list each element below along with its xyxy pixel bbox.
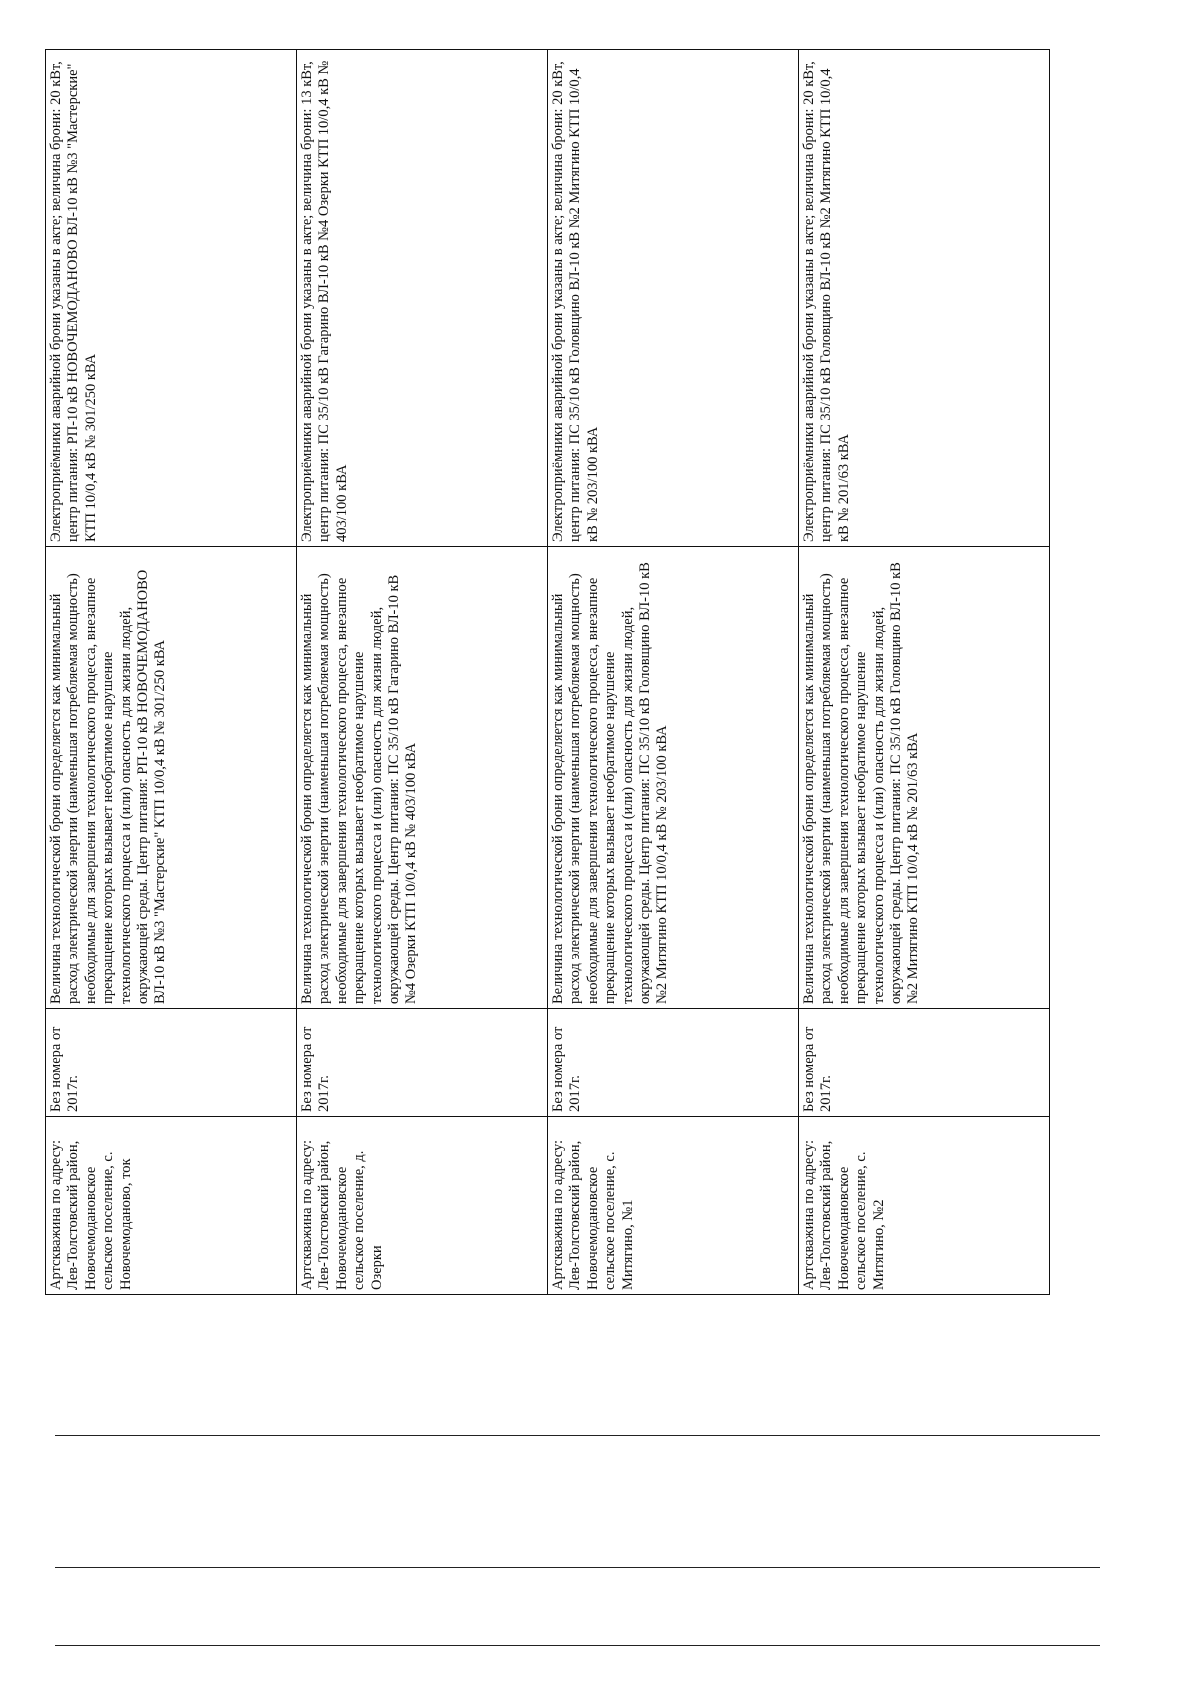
- table-row: [46, 50, 297, 1295]
- emergency-reserve-cell: Электроприёмники аварийной брони указаны в акте; величина брони: 20 кВт, центр питания: РП-10 кВ НОВОЧЕМОДАНОВО ВЛ-10 кВ №3 "Мастерские" КТП 10/0,4 кВ № 301/250 кВА: [46, 50, 297, 547]
- object-cell: Артскважина по адресу: Лев-Толстовский район, Новочемодановское сельское поселение, с. Митягино, №1: [548, 1117, 799, 1295]
- power-reserve-table: [45, 49, 1050, 1295]
- horizontal-rule: [55, 1567, 1100, 1568]
- horizontal-rule: [55, 1435, 1100, 1436]
- table-row: [548, 50, 799, 1295]
- emergency-reserve-cell: Электроприёмники аварийной брони указаны в акте; величина брони: 20 кВт, центр питания: ПС 35/10 кВ Головщино ВЛ-10 кВ №2 Митягино КТП 10/0,4 кВ № 203/100 кВА: [548, 50, 799, 547]
- act-cell: Без номера от 2017г.: [799, 1009, 1050, 1117]
- tech-reserve-cell: Величина технологической брони определяется как минимальный расход электрической энергии (наименьшая потребляемая мощность) необходимые для завершения технологического процесса, внезапное прекращение которых вызывает необратимое нарушение технологического процесса и (или) опасность для жизни людей, окружающей среды. Центр питания: ПС 35/10 кВ Головщино ВЛ-10 кВ №2 Митягино КТП 10/0,4 кВ № 203/100 кВА: [548, 547, 799, 1009]
- object-cell: Артскважина по адресу: Лев-Толстовский район, Новочемодановское сельское поселение, д. Озерки: [297, 1117, 548, 1295]
- tech-reserve-cell: Величина технологической брони определяется как минимальный расход электрической энергии (наименьшая потребляемая мощность) необходимые для завершения технологического процесса, внезапное прекращение которых вызывает необратимое нарушение технологического процесса и (или) опасность для жизни людей, окружающей среды. Центр питания: РП-10 кВ НОВОЧЕМОДАНОВО ВЛ-10 кВ №3 "Мастерские" КТП 10/0,4 кВ № 301/250 кВА: [46, 547, 297, 1009]
- emergency-reserve-cell: Электроприёмники аварийной брони указаны в акте; величина брони: 13 кВт, центр питания: ПС 35/10 кВ Гагарино ВЛ-10 кВ №4 Озерки КТП 10/0,4 кВ № 403/100 кВА: [297, 50, 548, 547]
- tech-reserve-cell: Величина технологической брони определяется как минимальный расход электрической энергии (наименьшая потребляемая мощность) необходимые для завершения технологического процесса, внезапное прекращение которых вызывает необратимое нарушение технологического процесса и (или) опасность для жизни людей, окружающей среды. Центр питания: ПС 35/10 кВ Гагарино ВЛ-10 кВ №4 Озерки КТП 10/0,4 кВ № 403/100 кВА: [297, 547, 548, 1009]
- horizontal-rule: [55, 1645, 1100, 1646]
- object-cell: Артскважина по адресу: Лев-Толстовский район, Новочемодановское сельское поселение, с. Новочемоданово, ток: [46, 1117, 297, 1295]
- table-row: [799, 50, 1050, 1295]
- rotated-table-container: [45, 50, 1050, 1295]
- object-cell: Артскважина по адресу: Лев-Толстовский район, Новочемодановское сельское поселение, с. Митягино, №2: [799, 1117, 1050, 1295]
- tech-reserve-cell: Величина технологической брони определяется как минимальный расход электрической энергии (наименьшая потребляемая мощность) необходимые для завершения технологического процесса, внезапное прекращение которых вызывает необратимое нарушение технологического процесса и (или) опасность для жизни людей, окружающей среды. Центр питания: ПС 35/10 кВ Головщино ВЛ-10 кВ №2 Митягино КТП 10/0,4 кВ № 201/63 кВА: [799, 547, 1050, 1009]
- act-cell: Без номера от 2017г.: [46, 1009, 297, 1117]
- act-cell: Без номера от 2017г.: [297, 1009, 548, 1117]
- table-row: [297, 50, 548, 1295]
- emergency-reserve-cell: Электроприёмники аварийной брони указаны в акте; величина брони: 20 кВт, центр питания: ПС 35/10 кВ Головщино ВЛ-10 кВ №2 Митягино КТП 10/0,4 кВ № 201/63 кВА: [799, 50, 1050, 547]
- act-cell: Без номера от 2017г.: [548, 1009, 799, 1117]
